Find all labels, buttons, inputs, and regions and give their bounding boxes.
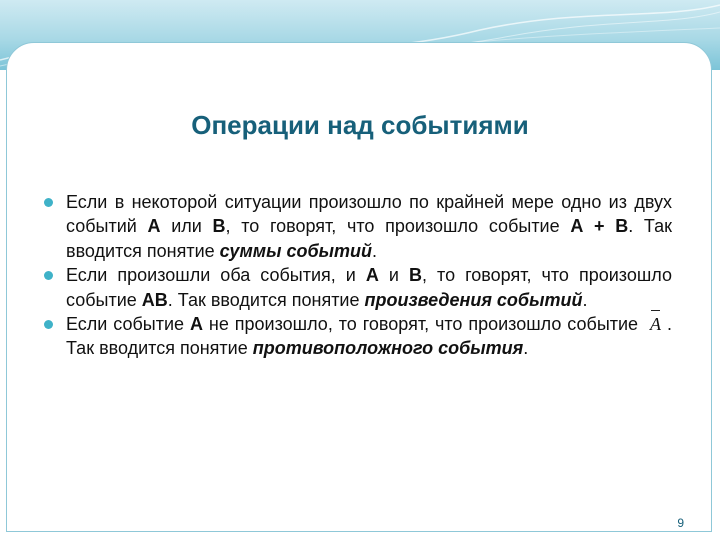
bullet-list [44,190,672,361]
bullet-dot-icon [44,271,53,280]
page-number: 9 [677,516,684,530]
text: не произошло, то говорят, что произошло событие [202,314,644,335]
bullet-dot-icon [44,320,53,329]
event-a: А [365,265,379,286]
text: . Так вводится понятие [167,289,365,310]
event-a: А [147,216,161,237]
text: , то говорят, что произошло событие [225,216,571,237]
event-b: В [409,265,422,286]
text: . Так вводится понятие [66,216,672,261]
text: и [378,265,409,286]
event-sum: А + В [570,216,629,237]
slide-title: Операции над событиями [191,110,529,140]
text: . [371,240,377,261]
event-a-complement: A [650,312,661,336]
text: . Так вводится понятие [66,314,673,359]
event-product: АВ [141,289,168,310]
bullet-dot-icon [44,198,53,207]
event-a: А [189,314,203,335]
term-product: произведения событий [364,289,583,310]
text: Если в некоторой ситуации произошло по крайней мере одно из двух событий [66,192,672,237]
text: . [523,338,529,359]
term-complement: противоположного события [252,338,524,359]
text: , то говорят, что произошло событие [66,265,673,310]
text: Если событие [66,314,190,335]
text: . [582,289,588,310]
text: Если произошли оба события, и [66,265,366,286]
text: или [160,216,213,237]
bullet-item [44,263,672,312]
bullet-item [44,312,672,361]
term-sum: суммы событий [219,240,372,261]
bullet-item [44,190,672,263]
event-b: В [212,216,226,237]
